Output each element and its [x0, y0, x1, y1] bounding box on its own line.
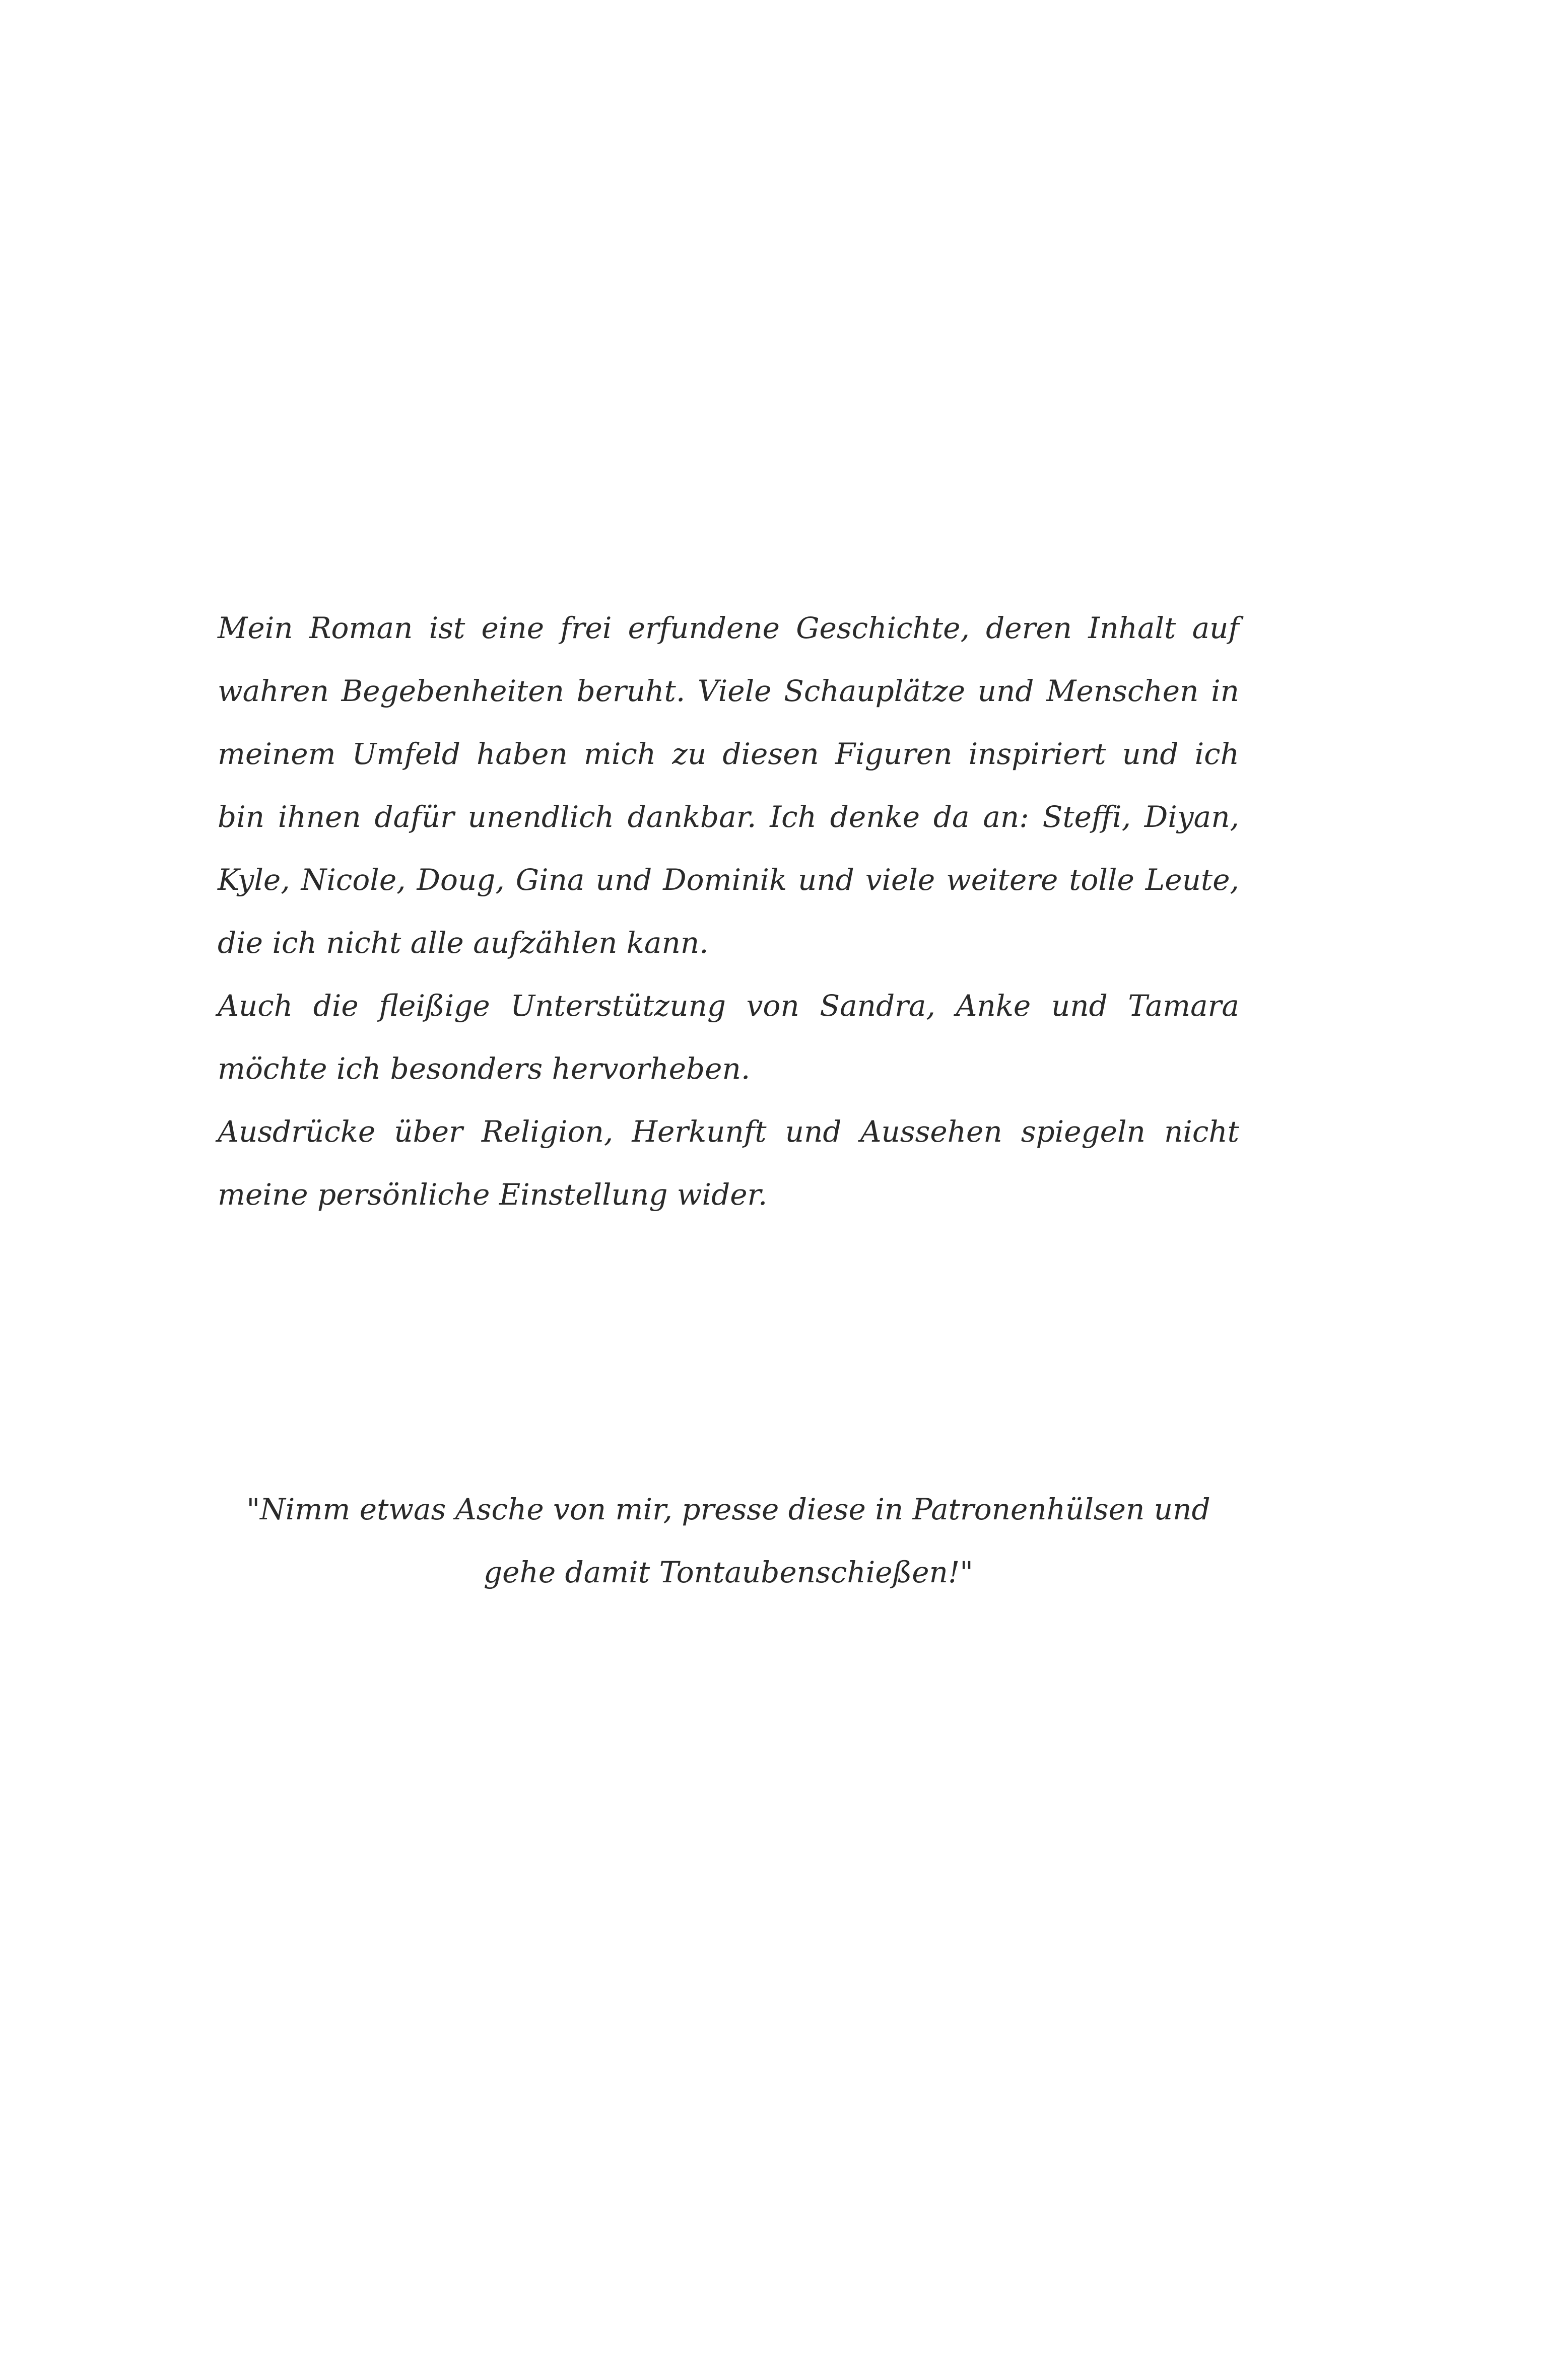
preface-paragraph-3: [218, 1100, 1239, 1226]
text-line: die ich nicht alle aufzählen kann.: [218, 926, 709, 960]
preface-paragraph-1: [218, 597, 1239, 974]
text-line: wahren Begebenheiten beruht. Viele Schauplätze und Menschen in: [218, 674, 1239, 708]
epigraph-quote: [218, 1478, 1239, 1604]
quote-line: gehe damit Tontaubenschießen!": [484, 1555, 973, 1589]
text-line: Mein Roman ist eine frei erfundene Geschichte, deren Inhalt auf: [218, 611, 1239, 645]
text-line: Auch die fleißige Unterstützung von Sandra, Anke und Tamara: [218, 989, 1239, 1023]
text-line: Kyle, Nicole, Doug, Gina und Dominik und viele weitere tolle Leute,: [218, 863, 1239, 897]
quote-line: "Nimm etwas Asche von mir, presse diese in Patronenhülsen und: [246, 1492, 1210, 1526]
text-line: bin ihnen dafür unendlich dankbar. Ich denke da an: Steffi, Diyan,: [218, 800, 1239, 834]
text-line: Ausdrücke über Religion, Herkunft und Aussehen spiegeln nicht: [218, 1114, 1239, 1149]
text-line: meine persönliche Einstellung wider.: [218, 1177, 768, 1212]
preface-text: [218, 597, 1239, 1226]
text-line: möchte ich besonders hervorheben.: [218, 1052, 751, 1086]
text-line: meinem Umfeld haben mich zu diesen Figuren inspiriert und ich: [218, 737, 1239, 771]
preface-paragraph-2: [218, 974, 1239, 1100]
